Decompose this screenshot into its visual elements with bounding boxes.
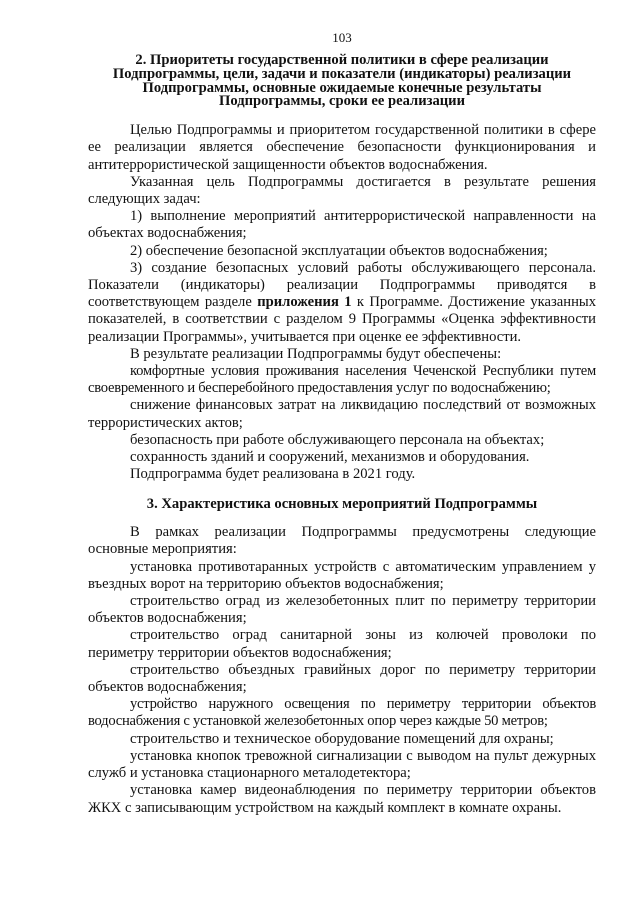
results-intro-paragraph: В результате реализации Подпрограммы будут обеспечены:: [130, 345, 502, 362]
section-2-heading-line: Подпрограммы, основные ожидаемые конечные результаты: [142, 79, 542, 96]
section-2-heading-line: Подпрограммы, цели, задачи и показатели (индикаторы) реализации: [112, 65, 572, 82]
appendix-reference: приложения 1: [257, 294, 352, 311]
result-item: безопасность при работе обслуживающего персонала на объектах;: [130, 431, 545, 448]
task-3-paragraph: [88, 260, 596, 346]
goal-paragraph: Целью Подпрограммы и приоритетом государственной политики в сфере ее реализации является обеспечение безопасности функционирования и антитеррористической защищенности объектов водоснабжения.: [88, 122, 596, 173]
measure-item: установка кнопок тревожной сигнализации с выводом на пульт дежурных служб и установка стационарного металодетектора;: [88, 747, 596, 782]
result-item: комфортные условия проживания населения Чеченской Республики путем своевременного и бесперебойного предоставления услуг по водоснабжению;: [88, 363, 596, 397]
measure-item: установка противотаранных устройств с автоматическим управлением у въездных ворот на территорию объектов водоснабжения;: [88, 558, 596, 592]
measures-intro-paragraph: В рамках реализации Подпрограммы предусмотрены следующие основные мероприятия:: [88, 524, 596, 558]
tasks-intro-paragraph: Указанная цель Подпрограммы достигается в результате решения следующих задач:: [88, 173, 596, 207]
section-2-heading-line: 2. Приоритеты государственной политики в сфере реализации: [135, 52, 549, 68]
section-3-heading: 3. Характеристика основных мероприятий Подпрограммы: [146, 496, 538, 513]
measure-item: строительство объездных гравийных дорог по периметру территории объектов водоснабжения;: [88, 661, 596, 696]
task-1-paragraph: 1) выполнение мероприятий антитеррористической направленности на объектах водоснабжения;: [88, 208, 596, 242]
measure-item: строительство оград санитарной зоны из колючей проволоки по периметру территории объектов водоснабжения;: [88, 627, 596, 661]
measure-item: строительство и техническое оборудование помещений для охраны;: [130, 730, 554, 747]
term-paragraph: Подпрограмма будет реализована в 2021 году.: [130, 466, 416, 483]
page-number: 103: [332, 30, 352, 45]
section-2-heading-line: Подпрограммы, сроки ее реализации: [218, 93, 465, 110]
measure-item: устройство наружного освещения по периметру территории объектов водоснабжения с установкой железобетонных опор через каждые 50 метров;: [88, 696, 596, 730]
task-3-text-after: к Программе. Достижение указанных показателей, в соответствии с разделом 9 Программы «Оценка эффективности реализации Программы», учитывается при оценке ее эффективности.: [88, 294, 596, 345]
document-page: [88, 30, 596, 817]
section-2-heading: [88, 54, 596, 109]
measure-item: установка камер видеонаблюдения по периметру территории объектов ЖКХ с записывающим устройством на каждый комплект в комнате охраны.: [88, 782, 596, 816]
result-item: снижение финансовых затрат на ликвидацию последствий от возможных террористических актов;: [88, 397, 596, 431]
task-3-text-before: 3) создание безопасных условий работы обслуживающего персонала. Показатели (индикаторы) реализации Подпрограммы приводятся в соответствующем разделе: [88, 259, 596, 311]
measure-item: строительство оград из железобетонных плит по периметру территории объектов водоснабжения;: [88, 593, 596, 627]
task-2-paragraph: 2) обеспечение безопасной эксплуатации объектов водоснабжения;: [130, 242, 548, 259]
result-item: сохранность зданий и сооружений, механизмов и оборудования.: [130, 449, 530, 466]
